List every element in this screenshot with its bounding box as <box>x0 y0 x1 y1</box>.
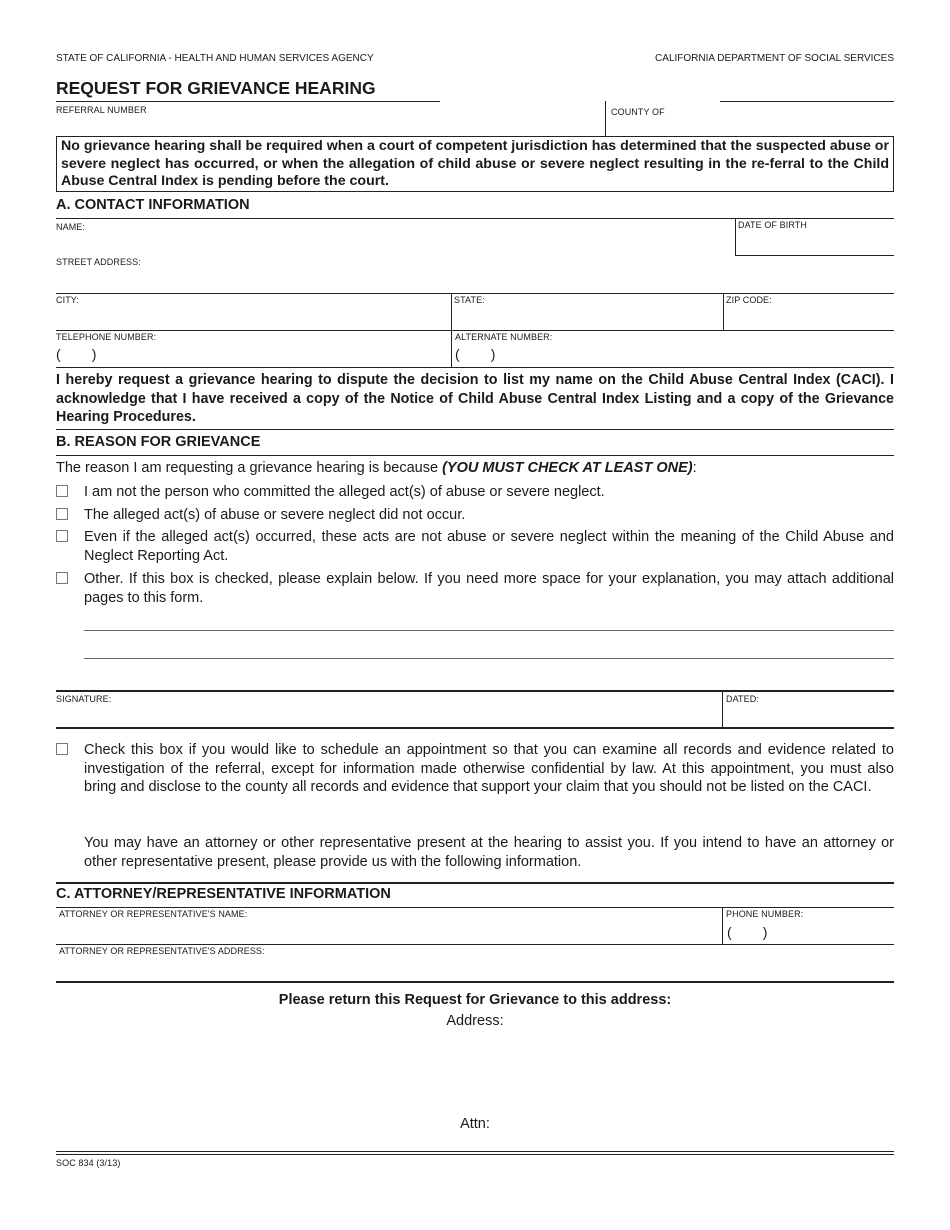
reason-checkbox-not-person[interactable] <box>56 485 68 497</box>
state-label: STATE: <box>454 295 485 305</box>
reason-option-other: Other. If this box is checked, please explain below. If you need more space for your explanation, you may attach additional pages to this form. <box>84 571 894 606</box>
section-c-rule <box>56 907 894 908</box>
alternate-input[interactable] <box>510 348 890 364</box>
dated-label: DATED: <box>726 694 759 704</box>
dob-label: DATE OF BIRTH <box>738 220 807 230</box>
city-label: CITY: <box>56 295 80 305</box>
attorney-phone-area-code: ( ) <box>727 924 768 940</box>
reason-option-not-person: I am not the person who committed the alleged act(s) of abuse or severe neglect. <box>84 484 605 500</box>
attorney-phone-input[interactable] <box>780 926 890 942</box>
county-label: COUNTY OF <box>611 107 665 117</box>
reason-intro-emphasis: (YOU MUST CHECK AT LEAST ONE) <box>442 460 693 476</box>
attorney-address-label: ATTORNEY OR REPRESENTATIVE'S ADDRESS: <box>59 946 265 956</box>
form-id: SOC 834 (3/13) <box>56 1158 121 1168</box>
county-input[interactable] <box>611 120 891 134</box>
dob-input[interactable] <box>740 236 890 252</box>
attorney-phone-label: PHONE NUMBER: <box>726 909 804 919</box>
return-heading: Please return this Request for Grievance to this address: <box>278 992 672 1008</box>
top-divider <box>605 101 606 136</box>
appointment-text: Check this box if you would like to schedule an appointment so that you can examine all records and evidence related to investigation of the referral, except for information made otherwise confidential by law. At this appointment, you must also bring and disclose to the county all records and evidence that support your claim that you should not be listed on the CACI. <box>84 742 894 795</box>
signature-input[interactable] <box>58 708 718 724</box>
street-rule <box>56 293 894 294</box>
explanation-rule-2 <box>84 658 894 659</box>
city-input[interactable] <box>58 310 446 326</box>
referral-number-input[interactable] <box>58 118 598 134</box>
attorney-note: You may have an attorney or other representative present at the hearing to assist you. If you intend to have an attorney or other representative present, please provide us with the following information. <box>84 835 894 870</box>
attorney-name-input[interactable] <box>60 924 716 940</box>
dated-input[interactable] <box>728 708 890 724</box>
referral-number-label: REFERRAL NUMBER <box>56 105 147 115</box>
other-explanation-line-2[interactable] <box>84 641 892 657</box>
county-top-rule <box>720 101 894 102</box>
other-explanation-line-1[interactable] <box>84 613 892 629</box>
reason-option-not-abuse: Even if the alleged act(s) occurred, these acts are not abuse or severe neglect within the meaning of the Child Abuse and Neglect Reporting Act. <box>84 529 894 564</box>
street-address-label: STREET ADDRESS: <box>56 257 141 267</box>
zip-input[interactable] <box>728 310 890 326</box>
return-attn-label: Attn: <box>460 1116 490 1132</box>
section-c-bottom-rule <box>56 981 894 983</box>
explanation-rule-1 <box>84 630 894 631</box>
street-address-input[interactable] <box>58 272 888 288</box>
attorney-name-rule <box>56 944 894 945</box>
footer-rule-2 <box>56 1154 894 1155</box>
appointment-checkbox[interactable] <box>56 743 68 755</box>
alternate-area-code: ( ) <box>455 346 496 362</box>
return-address-label: Address: <box>446 1013 504 1029</box>
signature-label: SIGNATURE: <box>56 694 112 704</box>
section-b-rule <box>56 455 894 456</box>
phone-divider <box>722 907 723 944</box>
attorney-name-label: ATTORNEY OR REPRESENTATIVE'S NAME: <box>59 909 248 919</box>
reason-checkbox-other[interactable] <box>56 572 68 584</box>
section-a-heading: A. CONTACT INFORMATION <box>56 197 250 213</box>
zip-label: ZIP CODE: <box>726 295 772 305</box>
section-a-rule <box>56 218 894 219</box>
notice-text: No grievance hearing shall be required when a court of competent jurisdiction has determined that the suspected abuse or severe neglect has occurred, or when the allegation of child abuse or severe neglect resulting in the re-ferral to the Child Abuse Central Index is pending before the court. <box>61 138 889 190</box>
telephone-area-code: ( ) <box>56 346 97 362</box>
alternate-label: ALTERNATE NUMBER: <box>455 332 553 342</box>
attorney-address-input[interactable] <box>60 961 890 977</box>
reason-intro-text: The reason I am requesting a grievance hearing is because <box>56 460 443 476</box>
agency-name: STATE OF CALIFORNIA - HEALTH AND HUMAN SERVICES AGENCY <box>56 53 374 64</box>
dated-divider <box>722 691 723 727</box>
request-rule <box>56 429 894 430</box>
dob-divider <box>735 218 736 255</box>
telephone-label: TELEPHONE NUMBER: <box>56 332 157 342</box>
signature-top-rule <box>56 690 894 692</box>
name-label: NAME: <box>56 222 86 232</box>
footer-rule-1 <box>56 1151 894 1152</box>
section-c-top-rule <box>56 882 894 884</box>
reason-checkbox-did-not-occur[interactable] <box>56 508 68 520</box>
phone-rule <box>56 367 894 368</box>
signature-bottom-rule <box>56 727 894 729</box>
state-input[interactable] <box>456 310 718 326</box>
section-b-heading: B. REASON FOR GRIEVANCE <box>56 434 261 450</box>
notice-box <box>56 136 894 192</box>
reason-intro-end: : <box>692 460 697 476</box>
dob-rule <box>735 255 894 256</box>
zip-divider <box>723 293 724 330</box>
telephone-input[interactable] <box>110 348 445 364</box>
request-statement: I hereby request a grievance hearing to dispute the decision to list my name on the Child Abuse Central Index (CACI). I acknowledge that I have received a copy of the Notice of Child Abuse Central Index Listing and a copy of the Grievance Hearing Procedures. <box>56 372 894 425</box>
reason-option-did-not-occur: The alleged act(s) of abuse or severe neglect did not occur. <box>84 507 466 523</box>
reason-checkbox-not-abuse[interactable] <box>56 530 68 542</box>
city-rule <box>56 330 894 331</box>
section-c-heading: C. ATTORNEY/REPRESENTATIVE INFORMATION <box>56 886 391 902</box>
department-name: CALIFORNIA DEPARTMENT OF SOCIAL SERVICES <box>655 53 894 64</box>
name-input[interactable] <box>58 236 728 252</box>
form-title: REQUEST FOR GRIEVANCE HEARING <box>56 78 376 98</box>
title-rule <box>56 101 440 102</box>
reason-intro <box>56 459 894 478</box>
